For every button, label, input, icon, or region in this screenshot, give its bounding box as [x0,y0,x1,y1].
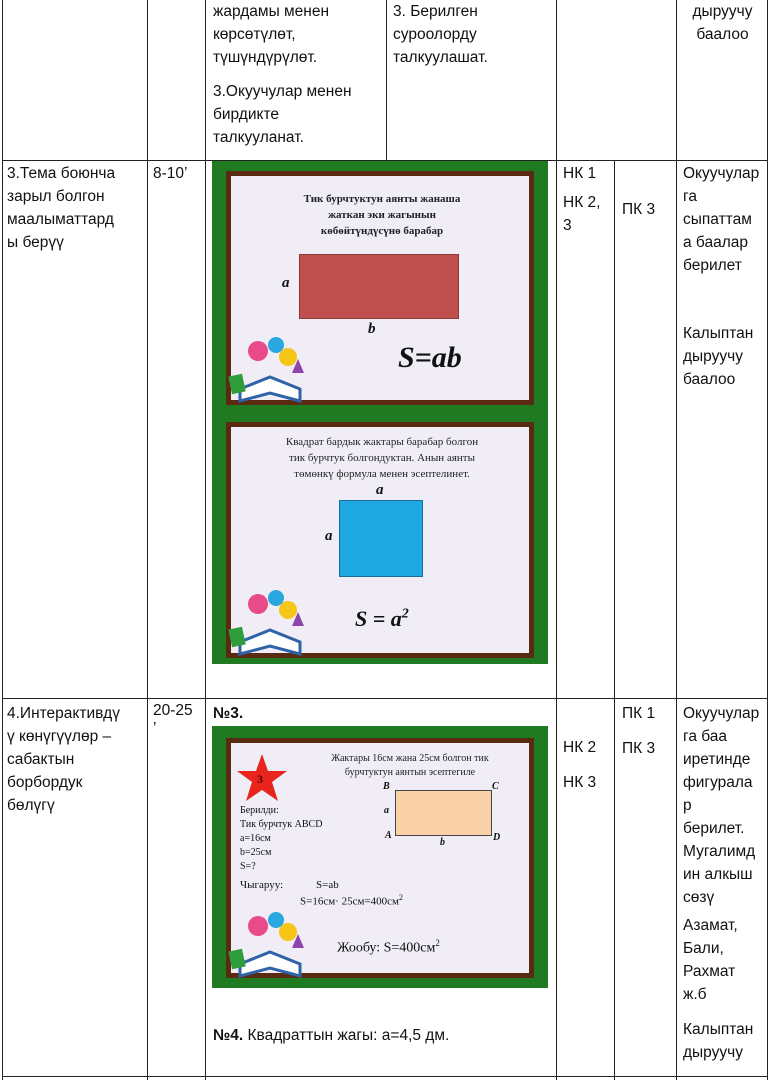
side-label-a: a [384,805,389,816]
vertex-b: B [383,781,390,792]
task-4: №4. Квадраттын жагы: а=4,5 дм. [213,1027,450,1044]
answer: Жообу: $S=400см^2$ [337,938,440,956]
student-activity-text: 3. Берилген суроолорду талкуулашат. [393,3,488,66]
nk-codes: НК 2 НК 3 [563,739,597,791]
slide-title: Квадрат бардык жактары барабар болгон тик бурчтук болгондуктан. Анын аянты төмөнкү формула менен эсептелинет. [285,436,479,480]
pk-codes: ПК 1 ПК 3 [622,705,656,757]
books-decoration-icon [226,904,316,984]
slide-title: Тик бурчтуктун аянты жанаша жаткан эки жагынын көбөйтүндүсүнө барабар [303,193,461,237]
slide-rectangle-area [212,161,548,416]
solution-formula: S=ab [316,879,339,891]
table-border [556,0,557,1080]
formula-square: $S = a^2$ [355,606,409,631]
stage-name: 4.Интерактивдү ү көнүгүүлөр – сабактын борбордук бөлүгү [7,705,120,814]
books-decoration-icon [226,582,316,662]
rectangle-shape [299,254,459,319]
assessment-text: Окуучулар га баа иретинде фигурала р берилет. Мугалимд ин алкыш сөзү [683,705,760,906]
stage-name: 3.Тема боюнча зарыл болгон маалыматтард ы берүү [7,165,116,251]
assessment-text-2: Калыптан дыруучу [683,1021,754,1061]
solution-calculation: $S=16см\cdot 25см=400см^2$ [300,893,403,908]
table-border [676,0,677,1080]
given-block: Берилди: Тик бурчтук ABCD a=16см b=25см S=? [240,805,323,872]
slide-rectangle-problem [212,726,548,988]
table-border [2,1076,768,1077]
table-border [386,0,387,160]
assessment-text-2: Калыптан дыруучу баалоо [683,325,754,388]
vertex-a: A [385,830,392,841]
side-label-a: a [282,275,290,291]
table-border [614,160,615,1080]
pk-code: ПК 3 [622,201,656,218]
rectangle-abcd [395,790,492,836]
stage-time: 20-25 ’ [153,702,193,737]
side-label-a-left: a [325,528,333,544]
side-label-a-top: a [376,482,384,498]
star-number: 3 [257,772,263,786]
table-border [2,698,768,699]
square-shape [339,500,423,577]
table-border [205,0,206,1080]
solution-label: Чыгаруу: [240,879,284,891]
table-border [767,0,768,1080]
vertex-c: C [492,781,499,792]
books-decoration-icon [226,329,316,409]
slide-square-area [212,416,548,664]
assessment-text: дыруучу баалоо [692,3,753,43]
side-label-b: b [368,321,376,337]
student-names: Азамат, Бали, Рахмат ж.б [683,917,738,1003]
table-border [147,0,148,1080]
task-3-number: №3. [213,705,244,722]
assessment-text: Окуучулар га сыпаттам а баалар берилет [683,165,760,274]
table-border [2,0,3,1080]
activity-text: жардамы менен көрсөтүлөт, түшүндүрүлөт. [213,3,330,66]
formula-rectangle: S=ab [398,341,462,374]
side-label-b: b [440,837,445,848]
activity-text-2: 3.Окуучулар менен бирдикте талкууланат. [213,83,352,146]
stage-time: 8-10’ [153,165,188,182]
vertex-d: D [493,832,501,843]
nk-codes: НК 1 НК 2, 3 [563,165,601,234]
slide-title: Жактары 16см жана 25см болгон тик бурчтуктун аянтын эсептегиле [331,753,489,778]
